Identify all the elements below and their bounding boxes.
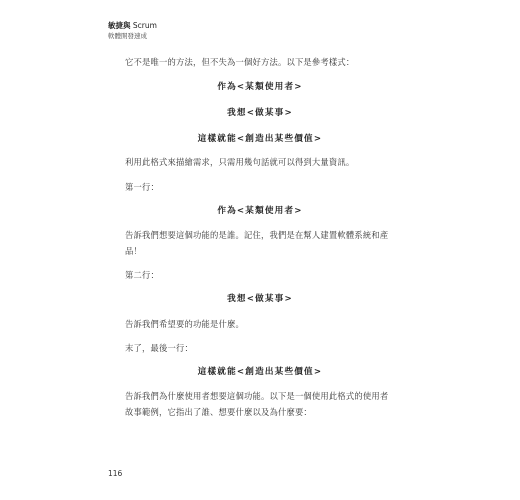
paragraph-why-line-1: 告訴我們為什麼使用者想要這個功能。以下是一個使用此格式的使用者 <box>125 391 389 401</box>
book-subtitle: 軟體開發速成 <box>108 32 147 40</box>
template-line-as-a-repeat: 作為<某類使用者> <box>217 206 303 216</box>
paragraph-last-line-label: 末了，最後一行： <box>125 343 193 353</box>
template-line-so-that-repeat: 這樣就能<創造出某些價值> <box>197 367 323 377</box>
template-line-i-want-repeat: 我想<做某事> <box>227 294 293 304</box>
paragraph-first-line-label: 第一行： <box>125 182 159 192</box>
book-title-en: Scrum <box>130 21 157 30</box>
paragraph-format-benefit: 利用此格式來描繪需求，只需用幾句話就可以得到大量資訊。 <box>125 157 355 167</box>
paragraph-intro: 它不是唯一的方法，但不失為一個好方法。以下是參考樣式： <box>125 57 355 67</box>
template-line-as-a: 作為<某類使用者> <box>217 82 303 92</box>
paragraph-who-line-1: 告訴我們想要這個功能的是誰。記住，我們是在幫人建置軟體系統和產 <box>125 230 389 240</box>
template-line-so-that: 這樣就能<創造出某些價值> <box>197 134 323 144</box>
book-title-cn: 敏捷與 <box>108 21 131 30</box>
paragraph-what: 告訴我們希望要的功能是什麼。 <box>125 319 244 329</box>
book-title <box>108 21 157 31</box>
page-number: 116 <box>108 469 123 478</box>
paragraph-second-line-label: 第二行： <box>125 270 159 280</box>
template-line-i-want: 我想<做某事> <box>227 108 293 118</box>
paragraph-who-line-2: 品！ <box>125 246 142 256</box>
paragraph-why-line-2: 故事範例，它指出了誰、想要什麼以及為什麼要： <box>125 407 312 417</box>
running-header <box>108 21 157 41</box>
